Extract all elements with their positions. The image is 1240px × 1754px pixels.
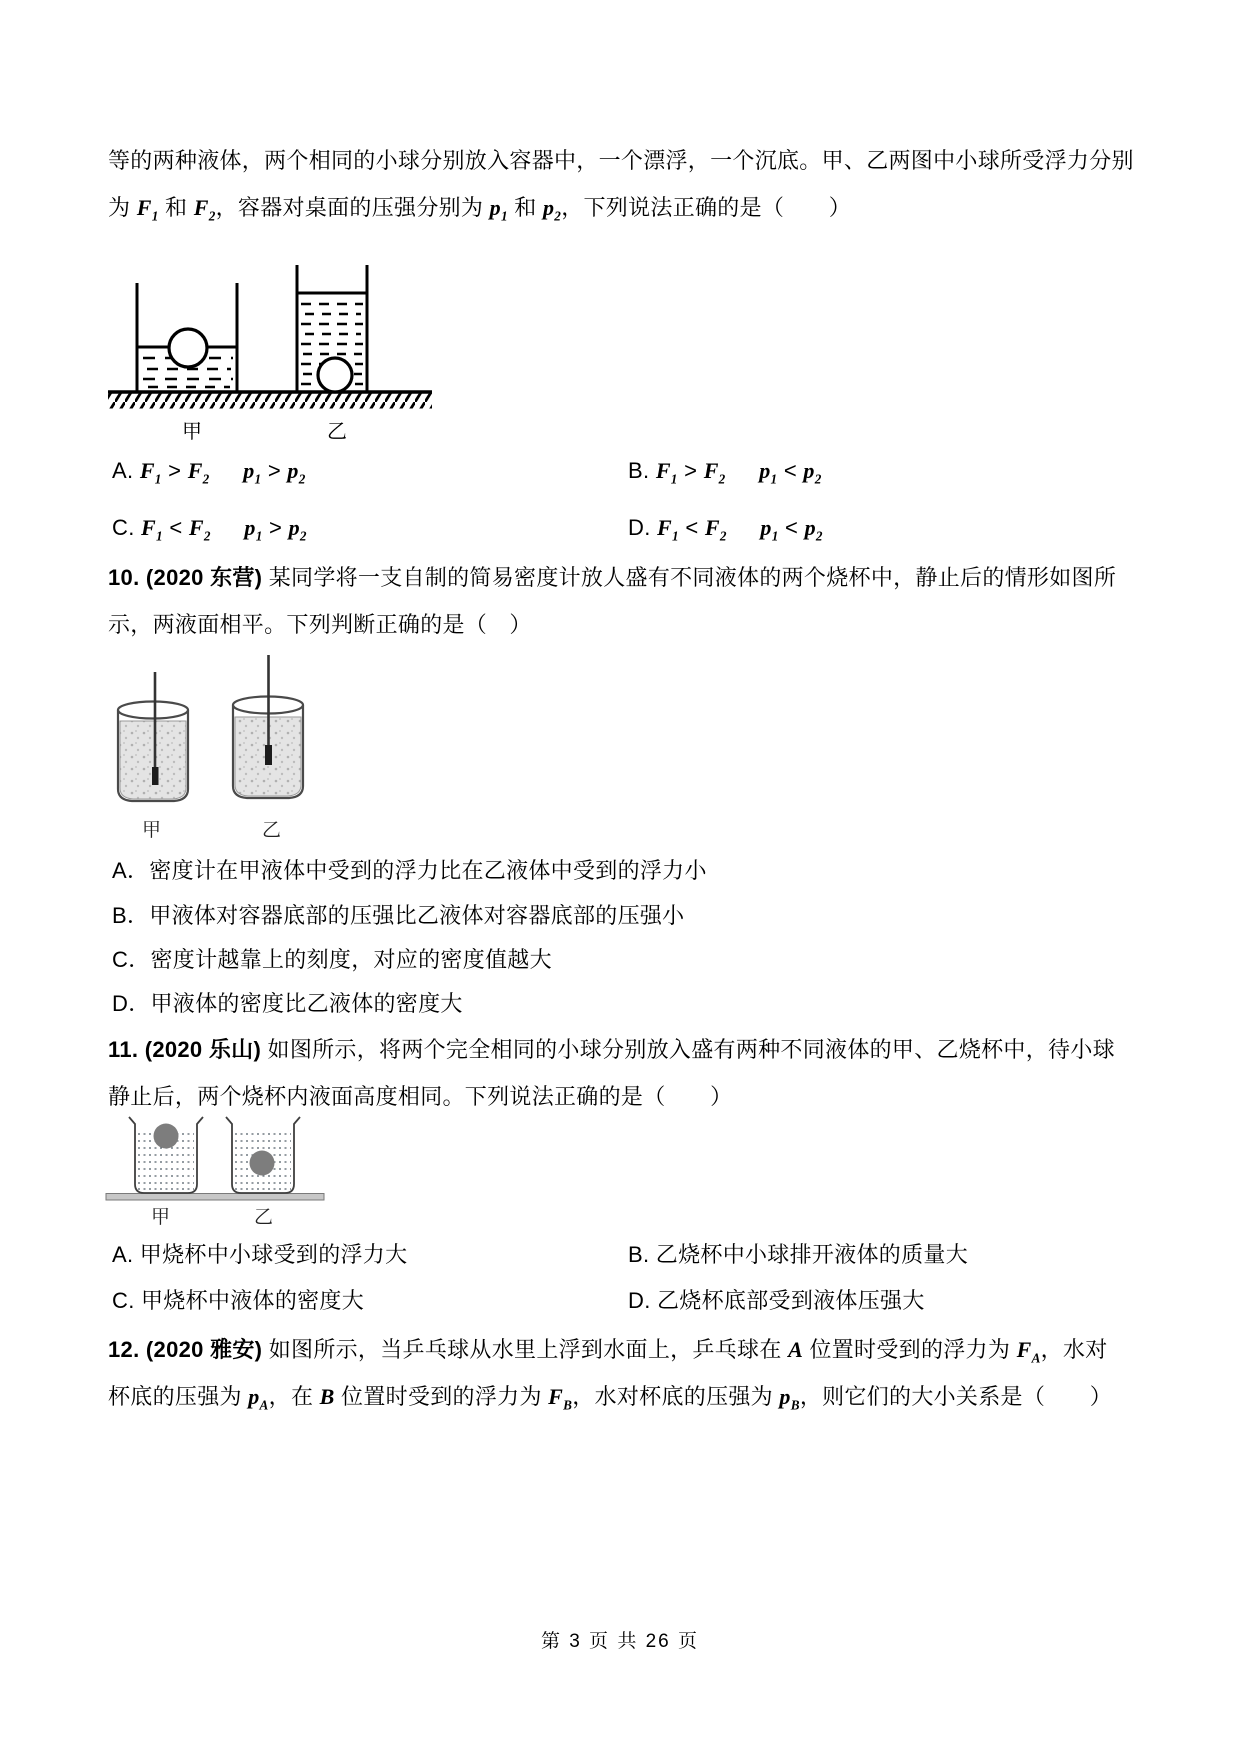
q9-figure-label-yi: 乙 — [327, 421, 347, 443]
q11-option-b: B. 乙烧杯中小球排开液体的质量大 — [628, 1242, 968, 1267]
q10-option-d: D．甲液体的密度比乙液体的密度大 — [112, 991, 463, 1016]
q11-option-d: D. 乙烧杯底部受到液体压强大 — [628, 1288, 925, 1313]
q12-text-line-2: 杯底的压强为 $p_A$，在 B 位置时受到的浮力为 $F_B$，水对杯底的压强为 $p_B$，则它们的大小关系是（ ） — [108, 1384, 1113, 1413]
q9-text-line-1: 等的两种液体，两个相同的小球分别放入容器中，一个漂浮，一个沉底。甲、乙两图中小球所受浮力分别 — [108, 148, 1134, 173]
container-yi — [297, 265, 367, 392]
table-shelf — [106, 1194, 324, 1201]
q11-figure-illustration — [105, 1114, 335, 1206]
ball-jia — [154, 1124, 179, 1149]
q11-figure-label-jia: 甲 — [151, 1207, 171, 1228]
q11-option-a: A. 甲烧杯中小球受到的浮力大 — [112, 1242, 408, 1267]
q9-figure-label-jia: 甲 — [182, 421, 202, 443]
sunken-ball — [318, 358, 352, 392]
q11-figure-label-yi: 乙 — [254, 1207, 274, 1228]
beaker-jia-q11 — [129, 1117, 203, 1193]
q11-text-line-1: 11. (2020 乐山) 如图所示，将两个完全相同的小球分别放入盛有两种不同液体的甲、乙烧杯中，待小球 — [108, 1037, 1115, 1062]
beaker-jia — [118, 672, 188, 801]
q11-option-c: C. 甲烧杯中液体的密度大 — [112, 1288, 365, 1313]
q9-option-a: A. $F_1 > F_2$ $p_1 > p_2$ — [112, 458, 306, 487]
q10-option-c: C．密度计越靠上的刻度，对应的密度值越大 — [112, 947, 552, 972]
q12-text-line-1: 12. (2020 雅安) 如图所示，当乒乓球从水里上浮到水面上，乒乓球在 A 位置时受到的浮力为 $F_A$，水对 — [108, 1337, 1108, 1366]
q10-figure-label-yi: 乙 — [262, 820, 282, 841]
page-footer: 第 3 页 共 26 页 — [540, 1631, 700, 1652]
q10-figure-label-jia: 甲 — [142, 820, 162, 841]
q9-option-c: C. $F_1 < F_2$ $p_1 > p_2$ — [112, 515, 307, 544]
beaker-yi — [233, 655, 303, 798]
hydrometer-bulb-yi — [265, 745, 272, 765]
q10-option-a: A．密度计在甲液体中受到的浮力比在乙液体中受到的浮力小 — [112, 858, 707, 883]
beaker-yi-q11 — [226, 1117, 300, 1193]
q9-text-line-2: 为 $F_1$ 和 $F_2$，容器对桌面的压强分别为 $p_1$ 和 $p_2$，下列说法正确的是（ ） — [108, 195, 852, 224]
q11-text-line-2: 静止后，两个烧杯内液面高度相同。下列说法正确的是（ ） — [108, 1084, 733, 1109]
floating-ball — [169, 329, 207, 367]
ground-hatch — [108, 392, 432, 409]
q10-figure-illustration — [105, 645, 320, 813]
q10-text-line-2: 示，两液面相平。下列判断正确的是（ ） — [108, 612, 532, 637]
q10-option-b: B．甲液体对容器底部的压强比乙液体对容器底部的压强小 — [112, 903, 685, 928]
q9-figure-illustration — [105, 258, 435, 413]
hydrometer-bulb-jia — [152, 767, 159, 785]
container-jia — [137, 283, 237, 392]
q10-text-line-1: 10. (2020 东营) 某同学将一支自制的简易密度计放人盛有不同液体的两个烧杯中，静止后的情形如图所 — [108, 565, 1117, 590]
ball-yi — [250, 1151, 275, 1176]
q9-option-b: B. $F_1 > F_2$ $p_1 < p_2$ — [628, 458, 822, 487]
q9-option-d: D. $F_1 < F_2$ $p_1 < p_2$ — [628, 515, 823, 544]
